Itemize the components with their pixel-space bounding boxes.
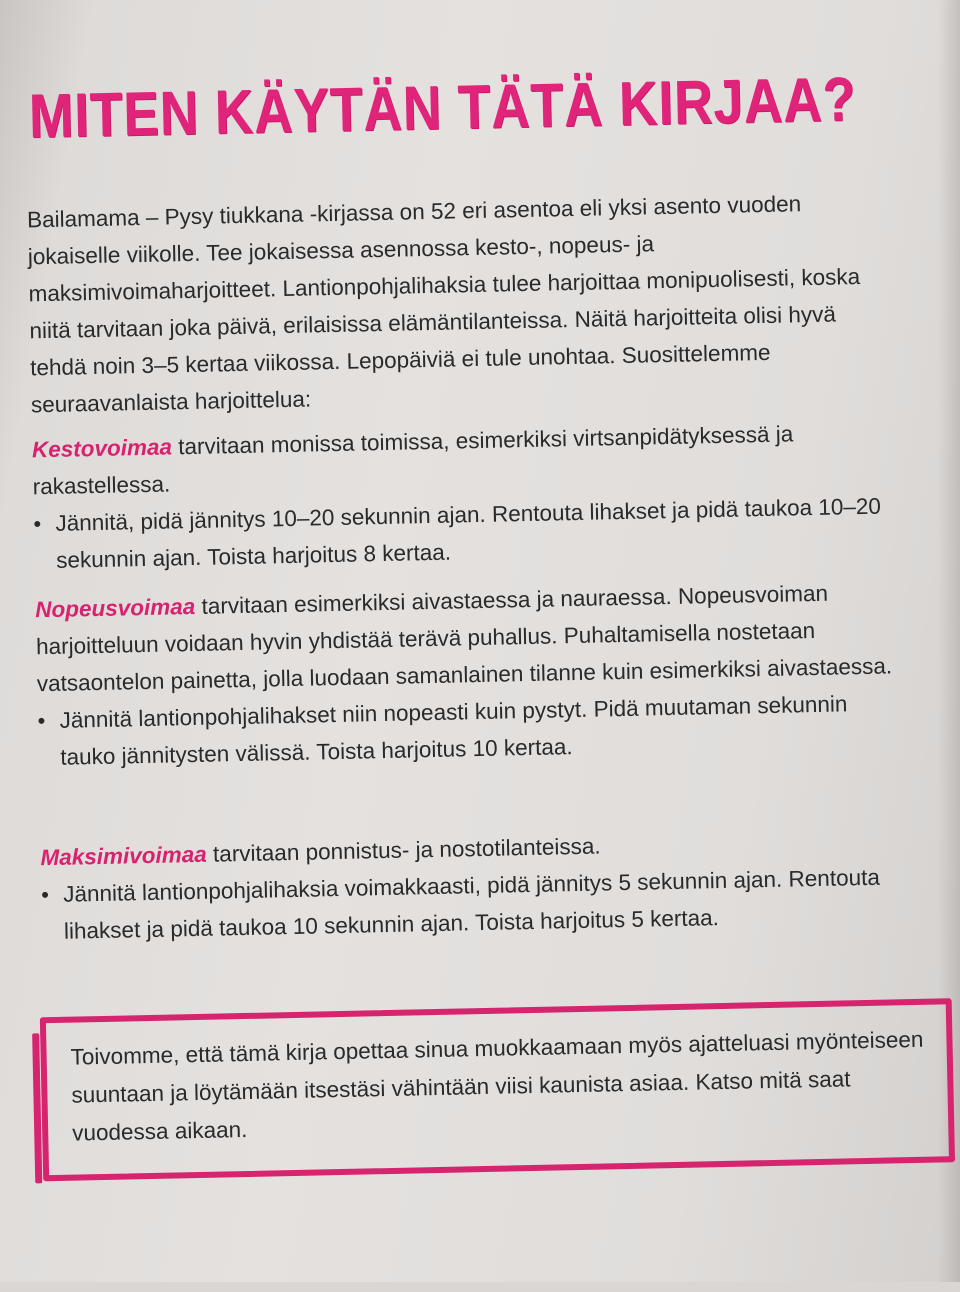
bullet-icon: • (37, 708, 46, 734)
section-maksimivoima-text: tarvitaan ponnistus- ja nostotilanteissa. (206, 833, 601, 867)
page-title: MITEN KÄYTÄN TÄTÄ KIRJAA? (28, 65, 857, 152)
section-maksimivoima-bullet-text: Jännitä lantionpohjalihaksia voimakkaasti, pidä jännitys 5 sekunnin ajan. Rentouta lihakset ja pidä taukoa 10 sekunnin ajan. Toista harjoitus 5 kertaa. (62, 864, 881, 944)
section-nopeusvoima (35, 573, 899, 776)
section-maksimivoima (40, 821, 902, 950)
section-nopeusvoima-text: tarvitaan esimerkiksi aivastaessa ja nauraessa. Nopeusvoiman harjoitteluun voidaan hyvin yhdistää terävä puhallus. Puhaltamisella nostetaan vatsaontelon painetta, jolla luodaan samanlainen tilanne kuin esimerkiksi aivastaessa. (35, 580, 893, 697)
section-kestovoima-text: tarvitaan monissa toimissa, esimerkiksi virtsanpidätyksessä ja rakastellessa. (32, 421, 794, 500)
intro-paragraph: Bailamama – Pysy tiukkana -kirjassa on 52 eri asentoa eli yksi asento vuoden jokaiselle viikolle. Tee jokaisessa asennossa kesto-, nopeus- ja maksimivoimaharjoitteet. Lantionpohjalihaksia tulee harjoittaa monipuolisesti, koska niitä tarvitaan joka päivä, erilaisissa elämäntilanteissa. Näitä harjoitteita olisi hyvä tehdä noin 3–5 kertaa viikossa. Lepopäiviä ei tule unohtaa. Suosittelemme seuraavanlaista harjoittelua: (26, 191, 861, 418)
callout-text: Toivomme, että tämä kirja opettaa sinua muokkaamaan myös ajatteluasi myönteiseen suuntaan ja löytämään itsestäsi vähintään viisi kaunista asiaa. Katso mitä saat vuodessa aikaan. (70, 1026, 924, 1146)
section-kestovoima (32, 413, 895, 579)
bullet-icon: • (33, 511, 42, 537)
section-maksimivoima-term: Maksimivoimaa (40, 841, 208, 871)
section-kestovoima-term: Kestovoimaa (31, 434, 173, 463)
section-nopeusvoima-term: Nopeusvoimaa (35, 593, 196, 623)
callout-box (40, 998, 955, 1181)
section-nopeusvoima-bullet-text: Jännitä lantionpohjalihakset niin nopeasti kuin pystyt. Pidä muutaman sekunnin tauko jännitysten välissä. Toista harjoitus 10 kertaa. (59, 691, 848, 770)
section-kestovoima-bullet-text: Jännitä, pidä jännitys 10–20 sekunnin ajan. Rentouta lihakset ja pidä taukoa 10–20 sekunnin ajan. Toista harjoitus 8 kertaa. (55, 493, 882, 573)
bullet-icon: • (40, 882, 50, 908)
section-nopeusvoima-paragraph (35, 573, 897, 702)
